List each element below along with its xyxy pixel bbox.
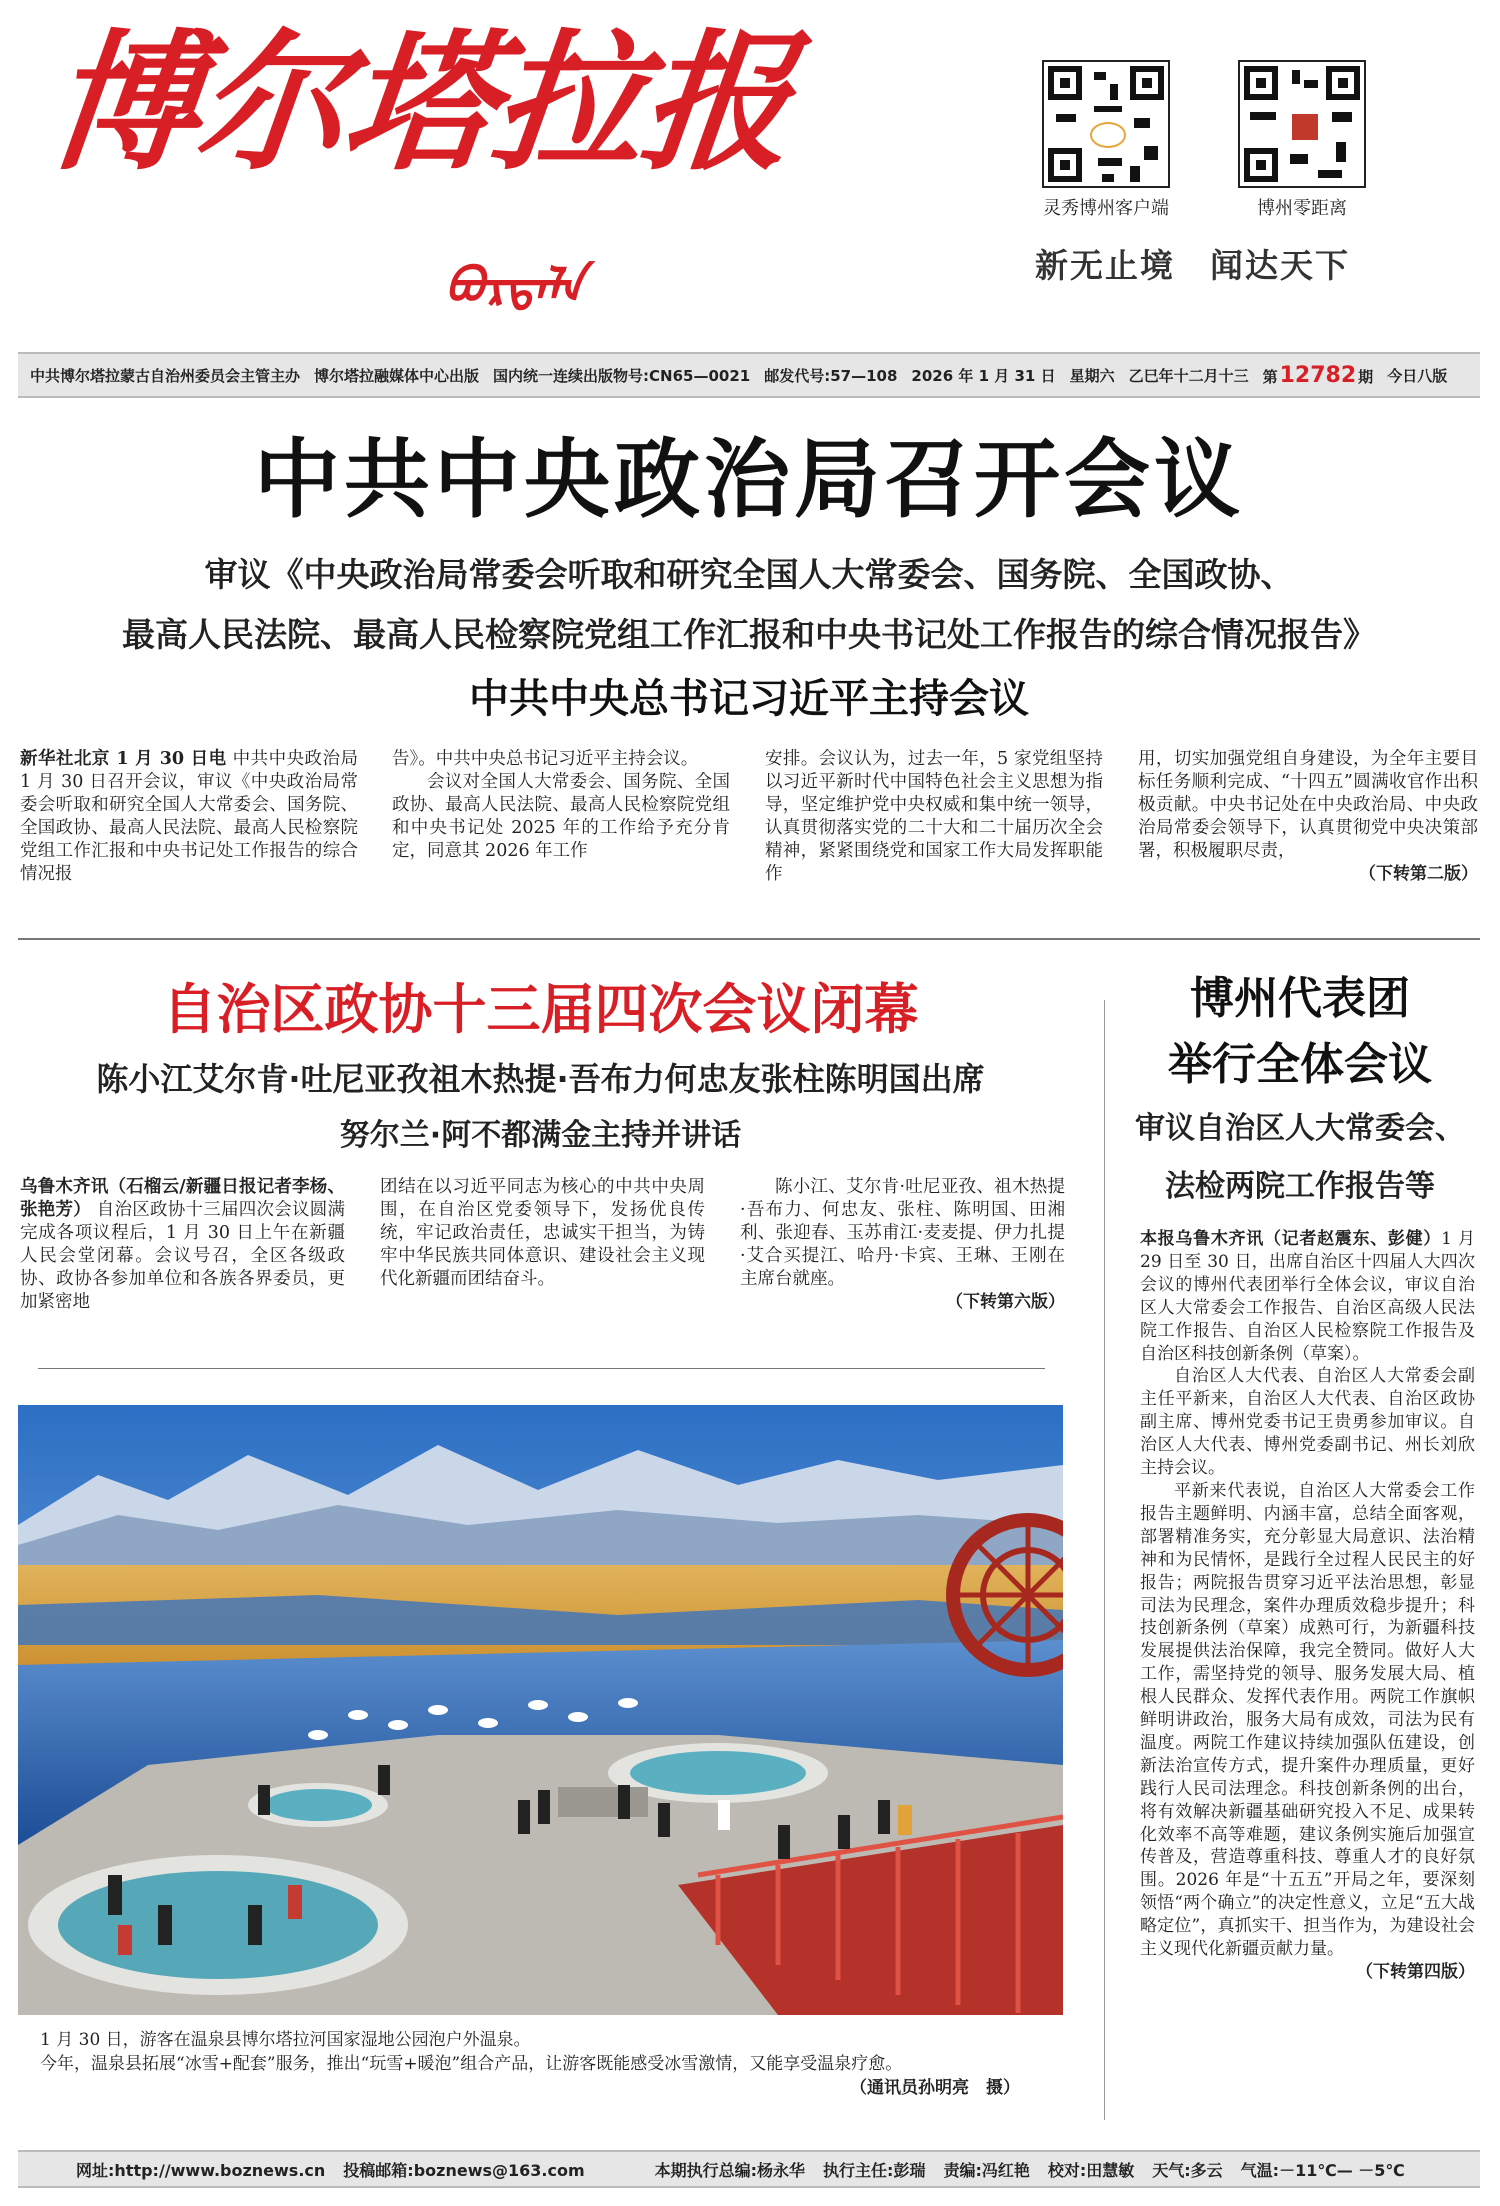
hot-spring-photo[interactable] [18,1405,1063,2015]
cppcc-column-3: 陈小江、艾尔肯·吐尼亚孜、祖木热提·吾布力、何忠友、张柱、陈明国、田湘利、张迎春、玉苏甫江·麦麦提、伊力扎提·艾合买提江、哈丹·卡宾、王琳、王刚在主席台就座。 （下转第六版） [740,1177,1065,1312]
caption-line-2: 今年，温泉县拓展“冰雪+配套”服务，推出“玩雪+暖泡”组合产品，让游客既能感受冰雪激情，又能享受温泉疗愈。 [40,2054,903,2074]
lead-dateline: 新华社北京 1 月 30 日电 [20,749,227,769]
delegation-continued[interactable]: （下转第四版） [1356,1962,1475,1982]
newspaper-title: 博尔塔拉报 [40,15,800,191]
slogan: 新无止境 闻达天下 [1035,246,1350,285]
cppcc-subhead-2: 努尔兰·阿不都满金主持并讲话 [339,1118,742,1153]
lunar-date: 乙巳年十二月十三 [1128,366,1249,385]
column-divider [1104,1000,1105,2120]
exec-director: 执行主任:彭瑞 [823,2160,926,2180]
cppcc-dateline: 乌鲁木齐讯（石榴云/新疆日报记者李杨、张艳芳） [20,1177,345,1220]
divider [38,1368,1045,1369]
qr-label-wechat: 博州零距离 [1257,198,1347,219]
cppcc-continued[interactable]: （下转第六版） [946,1292,1065,1312]
lead-subhead-2: 最高人民法院、最高人民检察院党组工作汇报和中央书记处工作报告的综合情况报告》 [122,615,1376,654]
cppcc-subhead-1: 陈小江艾尔肯·吐尼亚孜祖木热提·吾布力何忠友张柱陈明国出席 [96,1060,985,1098]
delegation-subhead-2: 法检两院工作报告等 [1165,1169,1435,1204]
qr-label-client: 灵秀博州客户端 [1043,198,1169,219]
delegation-headline-2: 举行全体会议 [1168,1039,1432,1090]
postal-code: 邮发代号:57—108 [764,366,898,385]
website-link[interactable]: 网址:http://www.boznews.cn [76,2160,326,2180]
photo-credit: （通讯员孙明亮 摄） [850,2078,1020,2098]
delegation-subhead-1: 审议自治区人大常委会、 [1135,1111,1465,1146]
temperature: 气温:－11℃— －5℃ [1240,2160,1405,2180]
chief-editor: 本期执行总编:杨永华 [654,2160,806,2180]
weather: 天气:多云 [1152,2160,1223,2180]
qr-code-wechat[interactable] [1238,60,1366,188]
lead-column-4: 用，切实加强党组自身建设，为全年主要目标任务顺利完成、“十四五”圆满收官作出积极贡献。中央书记处在中央政治局、中央政治局常委会领导下，认真贯彻党中央决策部署，积极履职尽责， （下转第二版） [1138,749,1478,884]
photo-illustration [18,1405,1063,2015]
lead-column-3: 安排。会议认为，过去一年，5 家党组坚持以习近平新时代中国特色社会主义思想为指导，坚定维护党中央权威和集中统一领导，认真贯彻落实党的二十大和二十届历次全会精神，紧紧围绕党和国家工作大局发挥职能作 [765,749,1103,884]
weekday: 星期六 [1069,366,1115,385]
issue-number: 第12782 期 [1262,362,1374,388]
footer-bar [18,2150,1480,2188]
lead-column-1: 新华社北京 1 月 30 日电 中共中央政治局 1 月 30 日召开会议，审议《中央政治局常委会听取和研究全国人大常委会、国务院、全国政协、最高人民法院、最高人民检察院党组工作汇报和中央书记处工作报告的综合情况报 [20,749,358,884]
sponsor: 中共博尔塔拉蒙古自治州委员会主管主办 [30,366,301,385]
lead-column-2: 告》。中共中央总书记习近平主持会议。 会议对全国人大常委会、国务院、全国政协、最高人民法院、最高人民检察院党组和中央书记处 2025 年的工作给予充分肯定，同意其 2026 年工作 [392,749,730,861]
mongolian-title: ᠪᠣᠷᠲᠠᠯᠠ [445,258,585,314]
lead-subhead-3: 中共中央总书记习近平主持会议 [469,676,1029,722]
qr-code-client[interactable] [1042,60,1170,188]
lead-continued[interactable]: （下转第二版） [1359,864,1478,884]
delegation-dateline: 本报乌鲁木齐讯（记者赵震东、彭健） [1140,1229,1442,1249]
cppcc-headline: 自治区政协十三届四次会议闭幕 [162,978,919,1041]
publisher: 博尔塔拉融媒体中心出版 [314,366,480,385]
delegation-body: 本报乌鲁木齐讯（记者赵震东、彭健）1 月 29 日至 30 日，出席自治区十四届人大四次会议的博州代表团举行全体会议，审议自治区人大常委会工作报告、自治区高级人民法院工作报告、自治区人民检察院工作报告及自治区科技创新条例（草案）。 自治区人大代表、自治区人大常委会副主任平新来，自治区人大代表、自治区政协副主席、博州党委书记王贵勇参加审议。自治区人大代表、博州党委副书记、州长刘欣主持会议。 平新来代表说，自治区人大常委会工作报告主题鲜明、内涵丰富，总结全面客观，部署精准务实，充分彰显大局意识、法治精神和为民情怀，是践行全过程人民民主的好报告；两院报告贯穿习近平法治思想，彰显司法为民理念，案件办理质效稳步提升；科技创新条例（草案）成熟可行，为新疆科技发展提供法治保障，我完全赞同。做好人大工作，需坚持党的领导、服务发展大局、植根人民群众、发挥代表作用。两院工作旗帜鲜明讲政治，服务大局有成效，司法为民有温度。两院工作建议持续加强队伍建设，创新法治宣传方式，提升案件办理质量，更好践行人民司法理念。科技创新条例的出台，将有效解决新疆基础研究投入不足、成果转化效率不高等难题，建议条例实施后加强宣传普及，营造尊重科技、尊重人才的良好氛围。2026 年是“十五五”开局之年，要深刻领悟“两个确立”的决定性意义，立足“五大战略定位”，真抓实干、担当作为，为建设社会主义现代化新疆贡献力量。 （下转第四版） [1140,1229,1475,1982]
email-link[interactable]: 投稿邮箱:boznews@163.com [343,2160,585,2180]
divider [18,938,1480,940]
masthead [40,15,900,314]
issue-info-bar [18,352,1480,398]
caption-line-1: 1 月 30 日，游客在温泉县博尔塔拉河国家湿地公园泡户外温泉。 [40,2030,531,2050]
editor: 责编:冯红艳 [943,2160,1030,2180]
lead-subhead-1: 审议《中央政治局常委会听取和研究全国人大常委会、国务院、全国政协、 [204,555,1294,594]
proofreader: 校对:田慧敏 [1047,2160,1135,2180]
page-count: 今日八版 [1387,366,1448,385]
photo-caption [40,2028,1060,2100]
lead-headline: 中共中央政治局召开会议 [254,430,1244,530]
cn-number: 国内统一连续出版物号:CN65—0021 [493,366,751,385]
cppcc-column-1: 乌鲁木齐讯（石榴云/新疆日报记者李杨、张艳芳） 自治区政协十三届四次会议圆满完成各项议程后，1 月 30 日上午在新疆人民会堂闭幕。会议号召，全区各级政协、政协各参加单位和各族各界委员，更加紧密地 [20,1177,345,1312]
delegation-headline-1: 博州代表团 [1190,973,1410,1024]
issue-date: 2026 年 1 月 31 日 [911,366,1056,385]
cppcc-column-2: 团结在以习近平同志为核心的中共中央周围，在自治区党委领导下，发扬优良传统，牢记政治责任，忠诚实干担当，为铸牢中华民族共同体意识、建设社会主义现代化新疆而团结奋斗。 [380,1177,705,1289]
